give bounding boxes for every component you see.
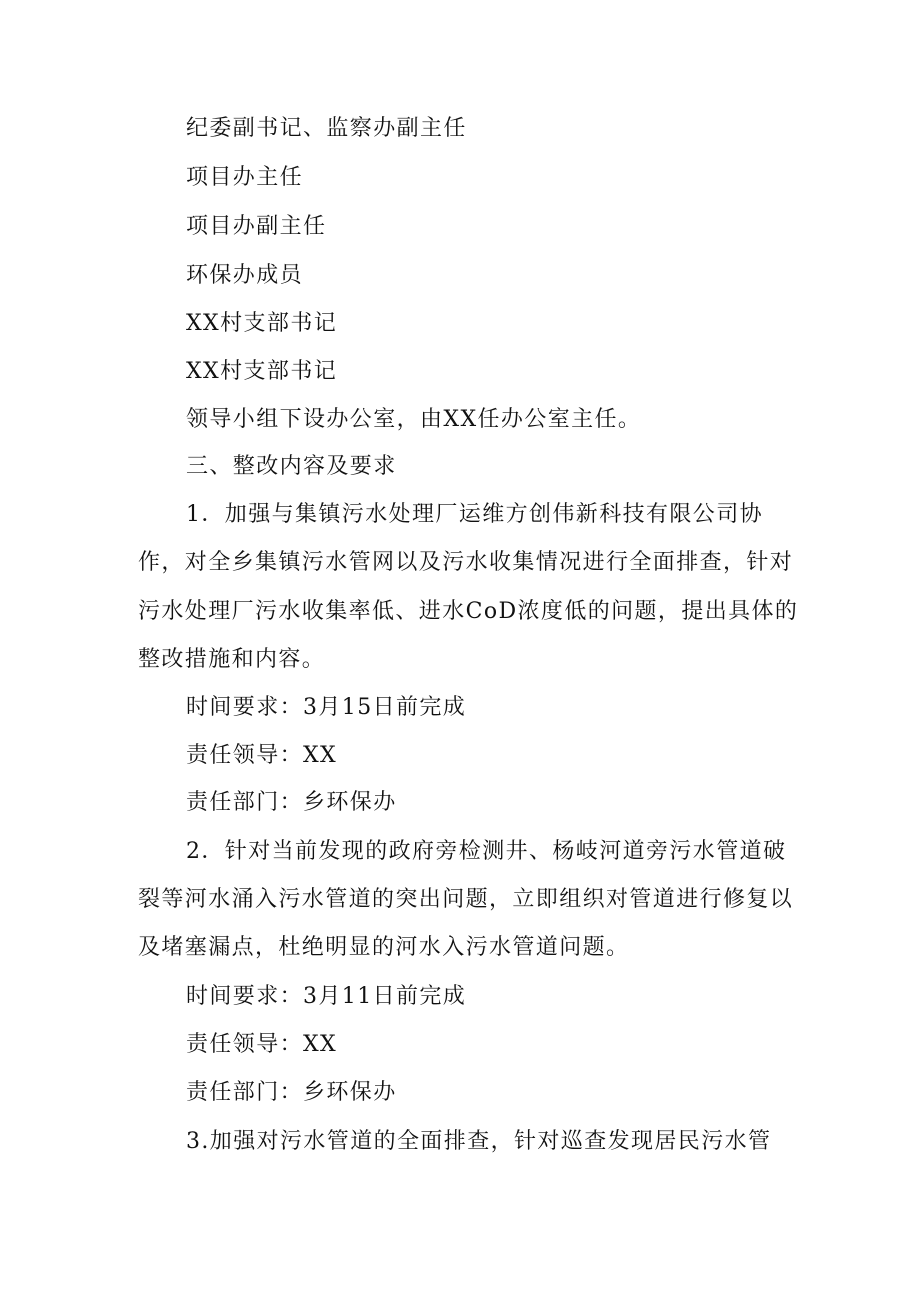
- item1-responsible-department: 责任部门：乡环保办: [186, 790, 397, 815]
- item2-line-3: 及堵塞漏点，杜绝明显的河水入污水管道问题。: [138, 935, 630, 960]
- office-note: 领导小组下设办公室，由XX任办公室主任。: [186, 407, 642, 432]
- roster-line-3: 项目办副主任: [186, 214, 327, 239]
- section-heading: 三、整改内容及要求: [186, 454, 397, 479]
- item2-line-2: 裂等河水涌入污水管道的突出问题，立即组织对管道进行修复以: [138, 887, 794, 912]
- item2-line-1: 2．针对当前发现的政府旁检测井、杨岐河道旁污水管道破: [186, 839, 787, 864]
- roster-line-5: XX村支部书记: [186, 311, 338, 336]
- roster-line-6: XX村支部书记: [186, 359, 338, 384]
- roster-line-1: 纪委副书记、监察办副主任: [186, 116, 467, 141]
- roster-line-2: 项目办主任: [186, 165, 304, 190]
- item2-time-requirement: 时间要求：3月11日前完成: [186, 984, 467, 1009]
- item2-responsible-department: 责任部门：乡环保办: [186, 1080, 397, 1105]
- item1-line-3: 污水处理厂污水收集率低、进水CoD浓度低的问题，提出具体的: [138, 599, 799, 624]
- item1-time-requirement: 时间要求：3月15日前完成: [186, 695, 467, 720]
- item1-line-4: 整改措施和内容。: [138, 647, 326, 672]
- item1-line-2: 作，对全乡集镇污水管网以及污水收集情况进行全面排查，针对: [138, 550, 794, 575]
- item1-responsible-leader: 责任领导：XX: [186, 743, 338, 768]
- roster-line-4: 环保办成员: [186, 263, 304, 288]
- item3-line-1: 3.加强对污水管道的全面排查，针对巡查发现居民污水管: [186, 1129, 772, 1154]
- item2-responsible-leader: 责任领导：XX: [186, 1032, 338, 1057]
- item1-line-1: 1．加强与集镇污水处理厂运维方创伟新科技有限公司协: [186, 502, 763, 527]
